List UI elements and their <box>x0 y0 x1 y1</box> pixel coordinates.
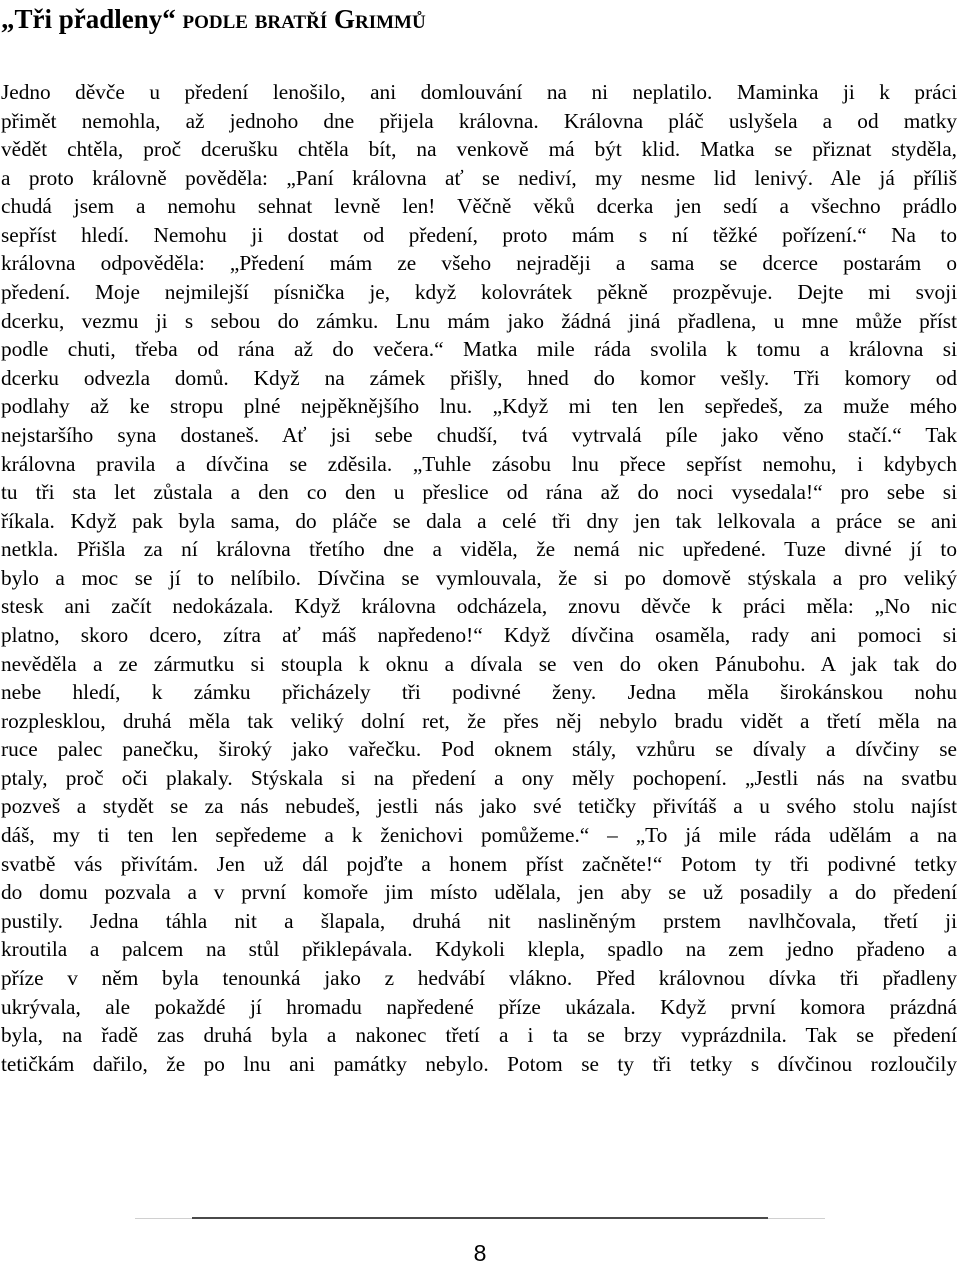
text-line: předení. Moje nejmilejší písnička je, když kolovrátek pěkně prozpěvuje. Dejte mi svoji <box>1 280 957 305</box>
text-line: svatbě vás přivítám. Jen už dál pojďte a honem příst začněte!“ Potom ty tři podivné tetky <box>1 851 957 876</box>
text-line: dáš, my ti ten len sepředeme a k ženichovi pomůžeme.“ – „To já mile ráda udělám a na <box>1 823 957 848</box>
story-text <box>1 78 957 1078</box>
title-author <box>334 4 426 34</box>
title-rest: podle bratří <box>175 4 334 34</box>
text-line: byla, na řadě zas druhá byla a nakonec třetí a i ta se brzy vyprázdnila. Tak se předení <box>1 1023 957 1048</box>
text-line: přimět nemohla, až jednoho dne přijela královna. Královna pláč uslyšela a od matky <box>1 108 957 133</box>
text-line: tu tři sta let zůstala a den co den u přeslice od rána až do noci vysedala!“ pro sebe si <box>1 480 957 505</box>
text-line: nejstaršího syna dostaneš. Ať jsi sebe chudší, tvá vytrvalá píle jako věno stačí.“ Tak <box>1 422 957 447</box>
text-line: a proto královně pověděla: „Paní královna ať se nediví, my nesme lid lenivý. Ale já příliš <box>1 165 957 190</box>
text-line: chudá jsem a nemohu sehnat levně len! Věčně věků dcerka jen sedí a všechno prádlo <box>1 194 957 219</box>
text-line: vědět chtěla, proč dcerušku chtěla bít, na venkově má být klid. Matka se přiznat styděla, <box>1 137 957 162</box>
text-line: dcerku, vezmu ji s sebou do zámku. Lnu mám jako žádná jiná přadlena, u mne může příst <box>1 308 957 333</box>
text-line: ukrývala, ale pokaždé jí hromadu napředené příze ukázala. Když první komora prázdná <box>1 994 957 1019</box>
text-line: tetičkám dařilo, že po lnu ani památky nebylo. Potom se ty tři tetky s dívčinou rozloučily <box>1 1051 957 1076</box>
text-line: královna pravila a dívčina se zděsila. „Tuhle zásobu lnu přece sepříst nemohu, i kdybych <box>1 451 957 476</box>
text-line: ptaly, proč oči plakaly. Stýskala si na předení a ony měly pochopení. „Jestli nás na svatbu <box>1 765 957 790</box>
page-title <box>1 2 426 36</box>
page-number: 8 <box>473 1240 487 1266</box>
text-line: říkala. Když pak byla sama, do pláče se dala a celé tři dny jen tak lelkovala a práce se ani <box>1 508 957 533</box>
text-line: kroutila a palcem na stůl přiklepávala. Kdykoli klepla, spadlo na zem jedno přadeno a <box>1 937 957 962</box>
text-line: podle chuti, třeba od rána až do večera.“ Matka mile ráda svolila k tomu a královna si <box>1 337 957 362</box>
text-line: Jedno děvče u předení lenošilo, ani domlouvání na ni neplatilo. Maminka ji k práci <box>1 80 957 104</box>
text-line: ruce palec panečku, široký jako vařečku. Pod oknem stály, vzhůru se dívaly a dívčiny se <box>1 737 957 762</box>
title-author-text: Grimmů <box>333 4 426 34</box>
text-line: netkla. Přišla za ní královna třetího dne a viděla, že nemá nic upředené. Tuze divné jí to <box>1 537 957 562</box>
text-line: sepříst hledí. Nemohu ji dostat od předení, proto mám s ní těžké pořízení.“ Na to <box>1 222 957 247</box>
text-line: do domu pozvala a v první komoře jim místo udělala, jen aby se už posadily a do předení <box>1 880 957 905</box>
text-line: pustily. Jedna táhla nit a šlapala, druhá nit nasliněným prstem navlhčovala, třetí ji <box>1 908 957 933</box>
text-line: podlahy až ke stropu plné nejpěknějšího lnu. „Když mi ten len sepředeš, za muže mého <box>1 394 957 419</box>
footer-divider <box>192 1217 768 1219</box>
text-line: rozplesklou, druhá měla tak veliký dolní ret, že přes něj nebylo bradu vidět a třetí měla na <box>1 708 957 733</box>
text-line: bylo a moc se jí to nelíbilo. Dívčina se vymlouvala, že si po domově stýskala a pro veliký <box>1 565 957 590</box>
text-line: dcerku odvezla domů. Když na zámek přišly, hned do komor vešly. Tři komory od <box>1 365 957 390</box>
text-line: platno, skoro dcero, zítra ať máš napředeno!“ Když dívčina osaměla, rady ani pomoci si <box>1 622 957 647</box>
text-line: příze v něm byla tenounká jako z hedvábí vlákno. Před královnou dívka tři přadleny <box>1 965 957 990</box>
text-line: stesk ani začít nedokázala. Když královna odcházela, znovu děvče k práci měla: „No nic <box>1 594 957 619</box>
title-quote: „Tři přadleny“ <box>1 4 176 34</box>
text-line: nebe hledí, k zámku přicházely tři podivné ženy. Jedna měla širokánskou nohu <box>1 680 957 705</box>
text-line: pozveš a stydět se za nás nebudeš, jestli nás jako své tetičky přivítáš a u svého stolu najíst <box>1 794 957 819</box>
text-line: nevěděla a ze zármutku si stoupla k oknu a dívala se ven do oken Pánubohu. A jak tak do <box>1 651 957 676</box>
text-line: královna odpověděla: „Předení mám ze všeho nejraději a sama se dcerce postarám o <box>1 251 957 276</box>
